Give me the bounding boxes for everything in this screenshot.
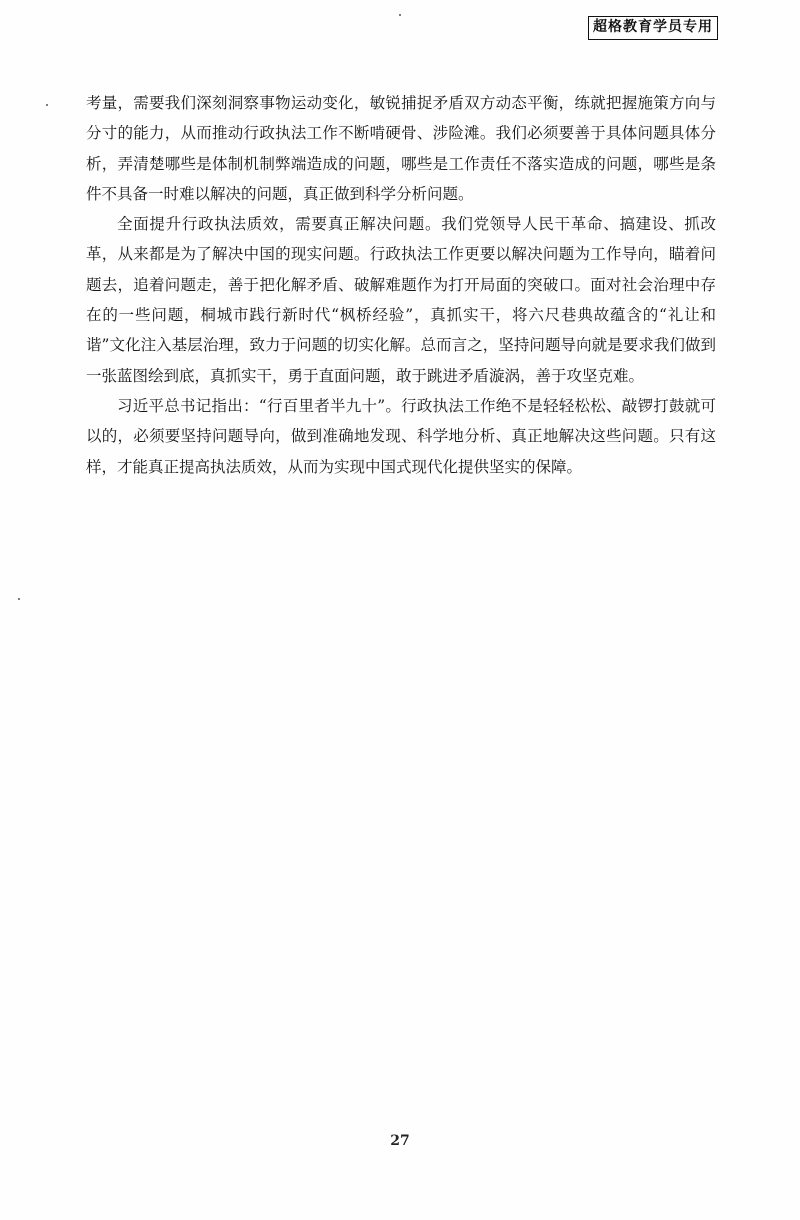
paragraph-1: 考量，需要我们深刻洞察事物运动变化，敏锐捕捉矛盾双方动态平衡，练就把握施策方向与分寸的能力，从而推动行政执法工作不断啃硬骨、涉险滩。我们必须要善于具体问题具体分析，弄清楚哪些是体制机制弊端造成的问题，哪些是工作责任不落实造成的问题，哪些是条件不具备一时难以解决的问题，真正做到科学分析问题。 bbox=[86, 94, 716, 203]
header-badge: 超格教育学员专用 bbox=[588, 16, 718, 40]
scan-speck bbox=[18, 598, 20, 600]
body-text bbox=[86, 88, 716, 482]
scan-speck bbox=[46, 104, 48, 106]
page-number: 27 bbox=[390, 1133, 410, 1149]
scan-speck bbox=[399, 14, 401, 16]
paragraph-3: 习近平总书记指出：“行百里者半九十”。行政执法工作绝不是轻轻松松、敲锣打鼓就可以的，必须要坚持问题导向，做到准确地发现、科学地分析、真正地解决这些问题。只有这样，才能真正提高执法质效，从而为实现中国式现代化提供坚实的保障。 bbox=[86, 396, 716, 476]
paragraph-2: 全面提升行政执法质效，需要真正解决问题。我们党领导人民干革命、搞建设、抓改革，从来都是为了解决中国的现实问题。行政执法工作更要以解决问题为工作导向，瞄着问题去，追着问题走，善于把化解矛盾、破解难题作为打开局面的突破口。面对社会治理中存在的一些问题，桐城市践行新时代“枫桥经验”，真抓实干，将六尺巷典故蕴含的“礼让和谐”文化注入基层治理，致力于问题的切实化解。总而言之，坚持问题导向就是要求我们做到一张蓝图绘到底，真抓实干，勇于直面问题，敢于跳进矛盾漩涡，善于攻坚克难。 bbox=[86, 215, 716, 385]
